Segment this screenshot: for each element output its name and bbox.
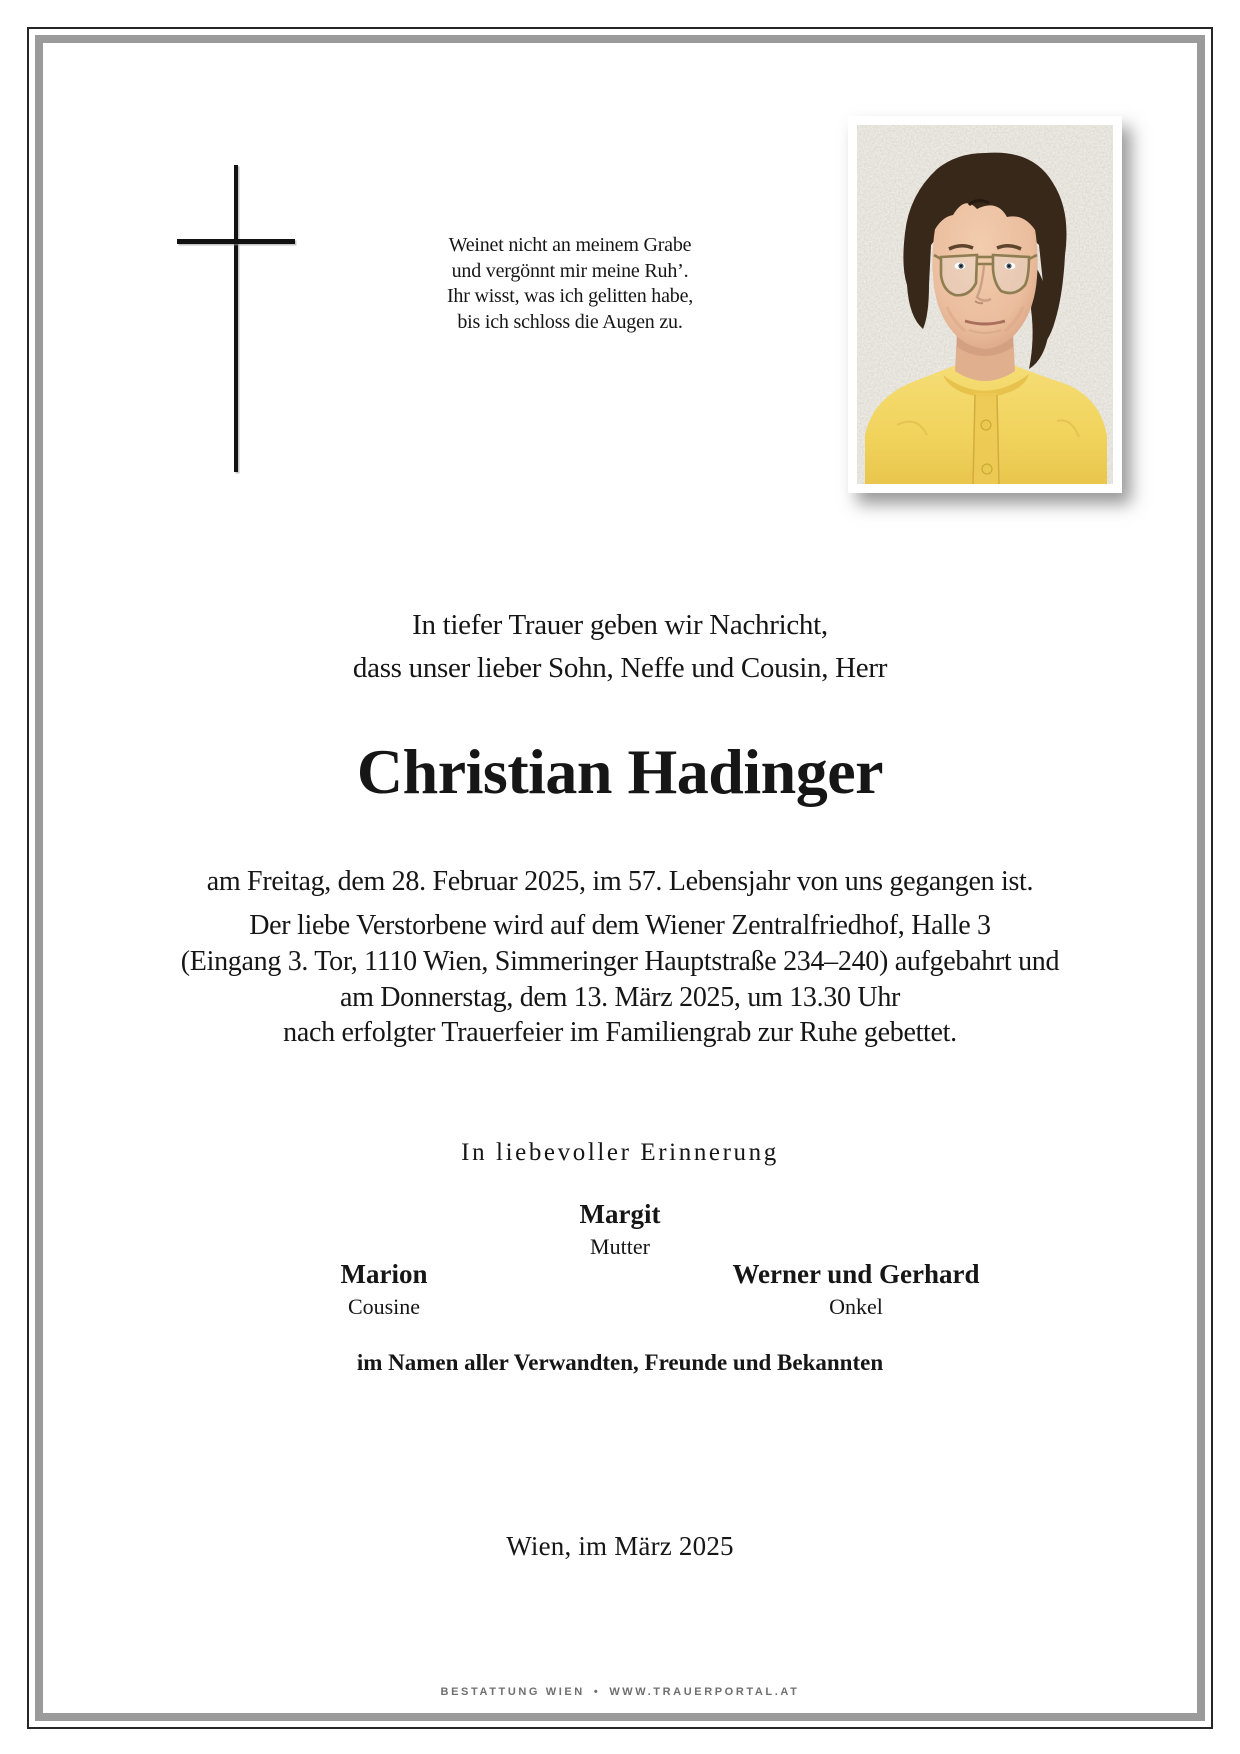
portrait-photo	[848, 116, 1122, 493]
funeral-line: Der liebe Verstorbene wird auf dem Wiener Zentralfriedhof, Halle 3	[249, 910, 991, 941]
portrait-illustration	[857, 125, 1113, 484]
deceased-name: Christian Hadinger	[356, 736, 884, 807]
shirt-button	[982, 464, 992, 474]
intro-line: In tiefer Trauer geben wir Nachricht,	[412, 609, 828, 641]
death-announcement-line: am Freitag, dem 28. Februar 2025, im 57. Lebensjahr von uns gegangen ist.	[206, 866, 1034, 897]
place-date-line: Wien, im März 2025	[506, 1531, 734, 1561]
verse-line: und vergönnt mir meine Ruh’.	[451, 259, 689, 282]
cross-icon	[177, 239, 295, 244]
announcement-intro	[60, 604, 1180, 690]
publisher-website: WWW.TRAUERPORTAL.AT	[609, 1686, 800, 1698]
funeral-line: (Eingang 3. Tor, 1110 Wien, Simmeringer Hauptstraße 234–240) aufgebahrt und	[180, 945, 1060, 977]
remembrance-heading: In liebevoller Erinnerung	[461, 1139, 779, 1166]
verse-line: Weinet nicht an meinem Grabe	[448, 234, 692, 256]
remembrance-closing: im Namen aller Verwandten, Freunde und Bekannten	[356, 1350, 884, 1375]
funeral-line: am Donnerstag, dem 13. März 2025, um 13.30 Uhr	[339, 981, 901, 1013]
mourner-relation: Onkel	[829, 1294, 883, 1319]
mourner-uncles	[706, 1258, 1006, 1320]
publisher-footer	[60, 1686, 1180, 1698]
mourner-cousin	[234, 1258, 534, 1320]
publisher-name: BESTATTUNG WIEN	[440, 1686, 585, 1698]
mourner-name: Marion	[340, 1259, 428, 1289]
cross-icon	[234, 165, 238, 472]
funeral-line: nach erfolgter Trauerfeier im Familiengrab zur Ruhe gebettet.	[283, 1017, 957, 1049]
mourner-name: Werner und Gerhard	[732, 1259, 980, 1289]
intro-line: dass unser lieber Sohn, Neffe und Cousin, Herr	[352, 652, 888, 684]
mourner-name: Margit	[579, 1199, 661, 1229]
bullet-separator: •	[593, 1686, 601, 1698]
verse-line: bis ich schloss die Augen zu.	[457, 310, 683, 333]
mourner-relation: Cousine	[347, 1294, 421, 1319]
mourner-relation: Mutter	[590, 1234, 650, 1259]
mourner-mother	[60, 1198, 1180, 1260]
memorial-verse	[420, 233, 720, 335]
funeral-details	[60, 908, 1180, 1051]
verse-line: Ihr wisst, was ich gelitten habe,	[446, 285, 694, 308]
shirt-button	[981, 420, 991, 430]
